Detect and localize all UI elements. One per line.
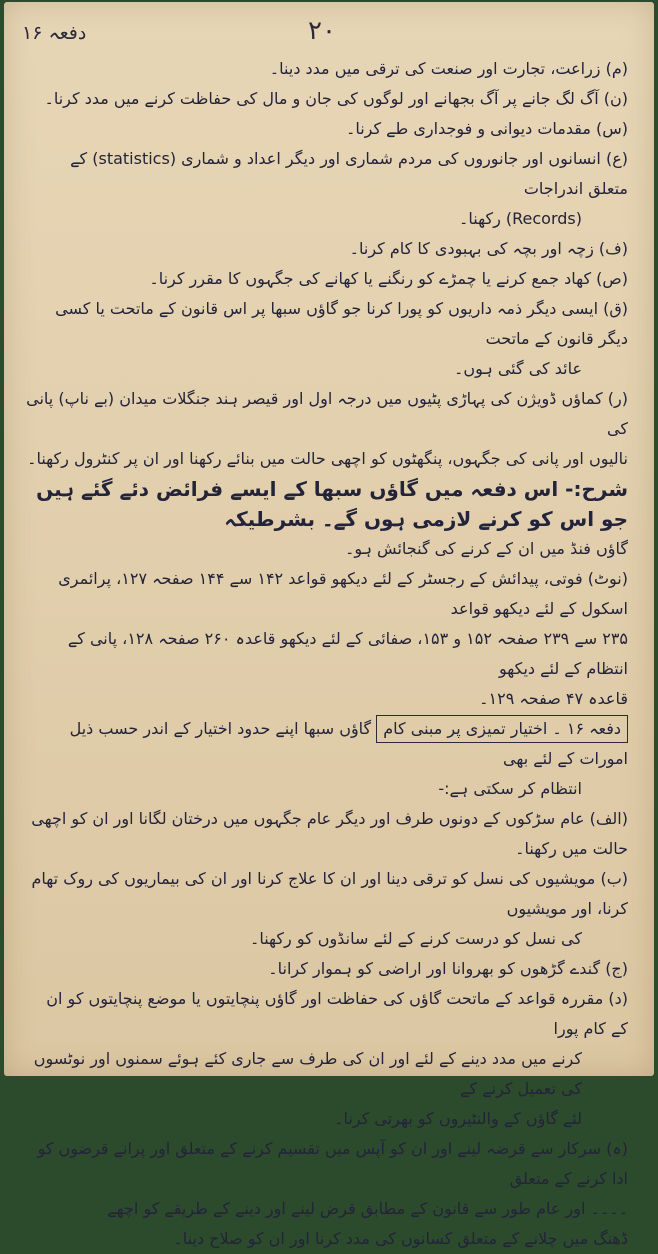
clause-q: (ق) ایسی دیگر ذمہ داریوں کو پورا کرنا جو گاؤں سبھا پر اس قانون کے ماتحت یا کسی دیگر قانون کے ماتحت [55,299,628,348]
clause-bay-continued: کی نسل کو درست کرنے کے لئے سانڈوں کو رکھنا۔ [249,929,582,948]
explanation-continued: گاؤں فنڈ میں ان کے کرنے کی گنجائش ہو۔ [344,539,628,558]
clause-swad: (ص) کھاد جمع کرنے یا چمڑے کو رنگنے یا کھانے کی جگہوں کا مقرر کرنا۔ [149,269,628,288]
clause-alif: (الف) عام سڑکوں کے دونوں طرف اور دیگر عام جگہوں میں درختان لگانا اور ان کو اچھی حالت میں رکھنا۔ [31,809,628,858]
clause-daal-continued-2: لئے گاؤں کے والنٹیروں کو بھرتی کرنا۔ [334,1109,582,1128]
clause-bay: (ب) مویشیوں کی نسل کو ترقی دینا اور ان کا علاج کرنا اور ان کی بیماریوں کی روک تھام کرنا، اور مویشیوں [31,869,628,918]
clause-m: (م) زراعت، تجارت اور صنعت کی ترقی میں مدد دینا۔ [269,59,628,78]
section-16-heading-line [26,714,628,774]
clause-s: (س) مقدمات دیوانی و فوجداری طے کرنا۔ [345,119,628,138]
clause-hay: (ہ) سرکار سے قرضہ لینے اور ان کو آپس میں تقسیم کرنے کے متعلق اور پرانے قرضوں کو ادا کرنے کے متعلق [37,1139,628,1188]
document-body [26,54,628,1254]
clause-r: (ر) کماؤں ڈویژن کی پہاڑی پٹیوں میں درجہ اول اور قیصر ہند جنگلات میدان (بے ناپ) پانی کی [26,389,628,438]
section-reference: دفعہ ۱۶ [22,22,87,44]
explanation-note: شرح:- اس دفعہ میں گاؤں سبھا کے ایسے فرائض دئے گئے ہیں جو اس کو کرنے لازمی ہوں گے۔ بشرطیکہ [36,477,628,531]
page-number: ۲۰ [308,16,336,46]
clause-ain-continued: (Records) رکھنا۔ [459,209,582,228]
clause-daal-continued: کرنے میں مدد دینے کے لئے اور ان کی طرف سے جاری کئے ہوئے سمنوں اور نوٹسوں کی تعمیل کرنے کے [33,1049,582,1098]
clause-f: (ف) زچہ اور بچہ کی بہبودی کا کام کرنا۔ [349,239,628,258]
clause-hay-continued: ۔۔۔۔ اور عام طور سے قانون کے مطابق قرض لینے اور دینے کے طریقے کو اچھے [107,1199,628,1218]
reference-note-line-2: ۲۳۵ سے ۲۳۹ صفحہ ۱۵۲ و ۱۵۳، صفائی کے لئے دیکھو قاعدہ ۲۶۰ صفحہ ۱۲۸، پانی کے انتظام کے لئے دیکھو [67,629,628,678]
clause-ain: (ع) انسانوں اور جانوروں کی مردم شماری اور دیگر اعداد و شماری (statistics) کے متعلق اندراجات [70,149,628,198]
clause-n: (ن) آگ لگ جانے پر آگ بجھانے اور لوگوں کی جان و مال کی حفاظت کرنے میں مدد کرنا۔ [44,89,628,108]
clause-daal: (د) مقررہ قواعد کے ماتحت گاؤں کی حفاظت اور گاؤں پنچایتوں یا موضع پنچایتوں کو ان کے کام پورا [46,989,628,1038]
reference-note-line-3: قاعدہ ۴۷ صفحہ ۱۲۹۔ [479,689,628,708]
section-16-intro: گاؤں سبھا اپنے حدود اختیار کے اندر حسب ذیل امورات کے لئے بھی [69,719,628,768]
reference-note: (نوٹ) فوتی، پیدائش کے رجسٹر کے لئے دیکھو قواعد ۱۴۲ سے ۱۴۴ صفحہ ۱۲۷، پرائمری اسکول کے لئے دیکھو قواعد [58,569,628,618]
clause-r-continued: نالیوں اور پانی کی جگہوں، پنگھٹوں کو اچھی حالت میں بنائے رکھنا اور ان پر کنٹرول رکھنا۔ [27,449,628,468]
clause-hay-continued-2: ڈھنگ میں چلانے کے متعلق کسانوں کی مدد کرنا اور ان کو صلاح دینا۔ [173,1229,628,1248]
clause-q-continued: عائد کی گئی ہوں۔ [453,359,582,378]
document-page [4,2,654,1248]
section-16-intro-continued: انتظام کر سکتی ہے:- [438,779,582,798]
section-16-heading: دفعہ ۱۶ ۔ اختیار تمیزی پر مبنی کام [376,715,628,743]
clause-jeem: (ج) گندے گڑھوں کو بھروانا اور اراضی کو ہموار کرانا۔ [268,959,628,978]
